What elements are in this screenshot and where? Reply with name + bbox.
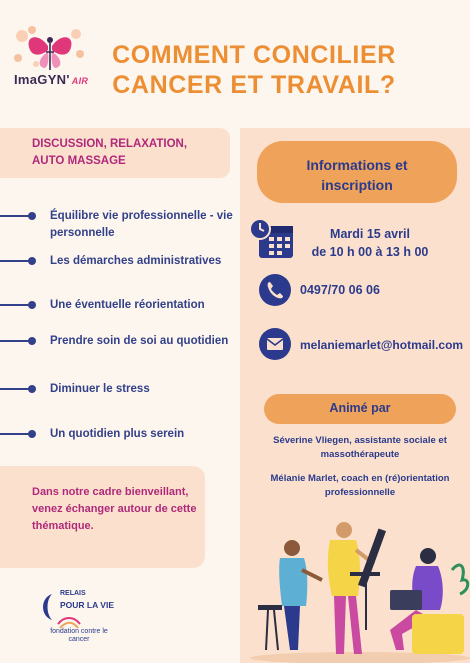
- bullet-text: Équilibre vie professionnelle - vie personnelle: [50, 210, 233, 239]
- quote-text: Dans notre cadre bienveillant, venez échanger autour de cette thématique.: [32, 486, 197, 532]
- logo-text: ImaGYN' AIR: [14, 72, 89, 87]
- sponsor-line1: RELAIS: [60, 590, 86, 597]
- bullet-dot-icon: [28, 212, 36, 220]
- event-date: Mardi 15 avril: [330, 227, 410, 241]
- bullet-text: Prendre soin de soi au quotidien: [50, 335, 229, 347]
- phone-number[interactable]: 0497/70 06 06: [300, 283, 380, 297]
- bullet-dot-icon: [28, 385, 36, 393]
- bullet-text: Les démarches administratives: [50, 255, 222, 267]
- bullet-dot-icon: [28, 257, 36, 265]
- team-work-illustration: [240, 510, 470, 663]
- anime-heading: Animé par: [329, 401, 391, 415]
- topic-heading: DISCUSSION, RELAXATION, AUTO MASSAGE: [32, 138, 188, 167]
- bullet-text: Un quotidien plus serein: [50, 428, 185, 440]
- email-link[interactable]: melaniemarlet@hotmail.com: [300, 338, 464, 352]
- bullet-dot-icon: [28, 430, 36, 438]
- event-time: de 10 h 00 à 13 h 00: [311, 245, 429, 259]
- calendar-clock-icon: [249, 218, 295, 260]
- mail-icon: [259, 328, 291, 360]
- facilitator-2: Mélanie Marlet, coach en (ré)orientation professionnelle: [270, 473, 450, 498]
- bullet-text: Diminuer le stress: [50, 383, 150, 395]
- facilitator-1: Séverine Vliegen, assistante sociale et massothérapeute: [273, 435, 447, 460]
- sponsor-line2: POUR LA VIE: [60, 600, 114, 610]
- phone-icon: [259, 274, 291, 306]
- sponsor-line3: fondation contre le cancer: [50, 628, 108, 643]
- info-heading: Informations et inscription: [306, 157, 408, 193]
- bullet-dot-icon: [28, 337, 36, 345]
- page-title: COMMENT CONCILIER CANCER ET TRAVAIL?: [112, 41, 396, 99]
- bullet-text: Une éventuelle réorientation: [50, 299, 205, 311]
- bullet-dot-icon: [28, 301, 36, 309]
